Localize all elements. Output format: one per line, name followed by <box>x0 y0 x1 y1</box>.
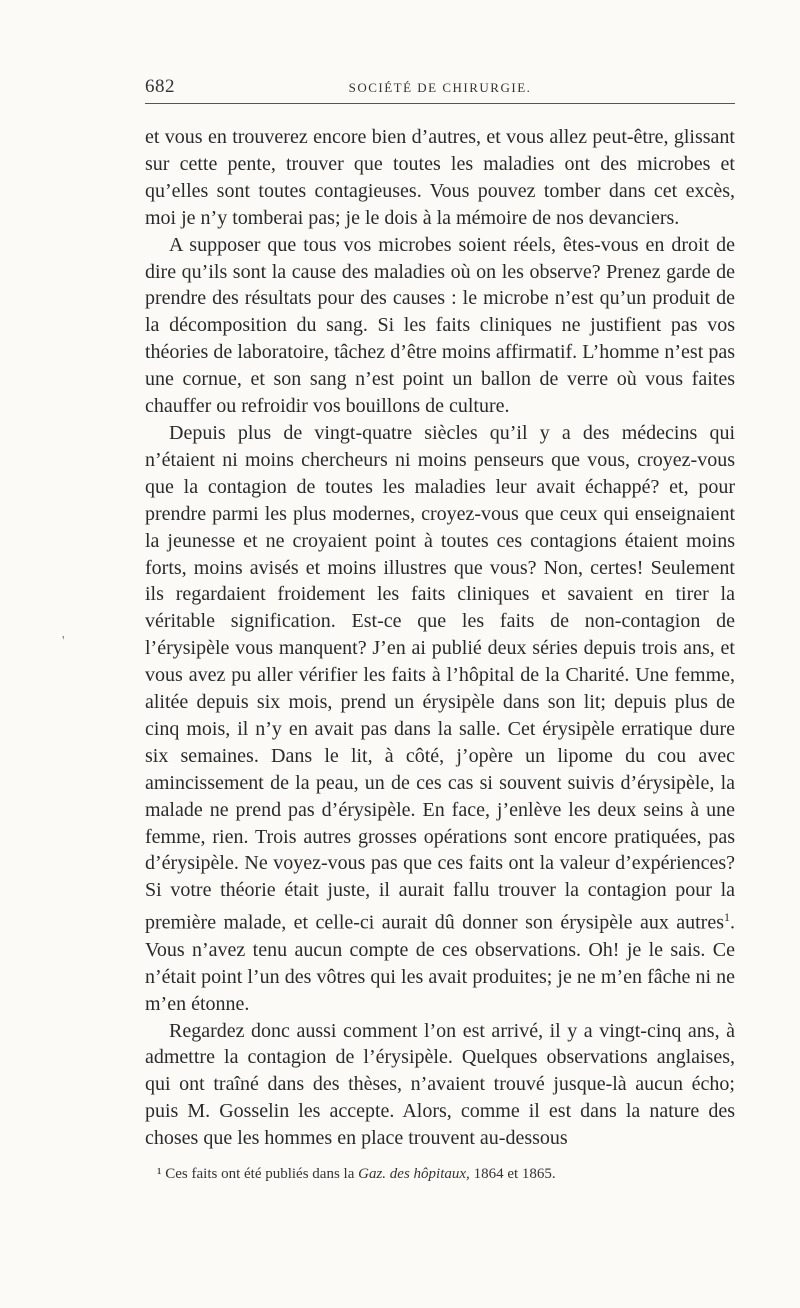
paragraph-2: A supposer que tous vos microbes soient réels, êtes-vous en droit de dire qu’ils sont la cause des maladies où on les observe? Prenez garde de prendre des résultats pour des causes : le microbe n’est qu’un produit de la décomposition du sang. Si les faits cliniques ne justifient pas vos théories de laboratoire, tâchez d’être moins affirmatif. L’homme n’est pas une cornue, et son sang n’est point un ballon de verre où vous faites chauffer ou refroidir vos bouillons de culture. <box>145 233 735 418</box>
footnote <box>145 1164 735 1184</box>
footnote-journal: Gaz. des hôpitaux, <box>358 1166 470 1182</box>
paragraph-3-end: . Vous n’avez tenu aucun compte de ces observations. Oh! je le sais. Ce n’était point l’un des vôtres qui les avait produites; je ne m’en fâche ni ne m’en étonne. <box>145 911 735 1015</box>
paragraph-3 <box>145 420 735 1018</box>
header-rule <box>145 103 735 104</box>
margin-mark: ' <box>62 634 65 649</box>
footnote-text-before: Ces faits ont été publiés dans la <box>165 1166 359 1182</box>
footnote-mark: ¹ <box>157 1166 162 1182</box>
running-title: SOCIÉTÉ DE CHIRURGIE. <box>348 80 532 95</box>
body-text <box>145 124 735 1152</box>
paragraph-1: et vous en trouverez encore bien d’autres, et vous allez peut-être, glissant sur cette pente, trouver que toutes les maladies ont des microbes et qu’elles sont toutes contagieuses. Vous pouvez tomber dans cet excès, moi je n’y tomberai pas; je le dois à la mémoire de nos devanciers. <box>145 126 735 229</box>
footnote-reference: 1 <box>724 910 730 925</box>
paragraph-4: Regardez donc aussi comment l’on est arrivé, il y a vingt-cinq ans, à admettre la contagion de l’érysipèle. Quelques observations anglaises, qui ont traîné dans des thèses, n’avaient trouvé jusque-là aucun écho; puis M. Gosselin les accepte. Alors, comme il est dans la nature des choses que les hommes en place trouvent au-dessous <box>145 1019 735 1150</box>
footnote-text-after: 1864 et 1865. <box>469 1166 556 1182</box>
page-number: 682 <box>145 76 175 97</box>
paragraph-3-text: Depuis plus de vingt-quatre siècles qu’il y a des médecins qui n’étaient ni moins chercheurs ni moins penseurs que vous, croyez-vous que la contagion de toutes les maladies leur avait échappé? et, pour prendre parmi les plus modernes, croyez-vous que ceux qui enseignaient la jeunesse et ne croyaient point à toutes ces contagions étaient moins forts, moins avisés et moins illustres que vous? Non, certes! Seulement ils regardaient froidement les faits cliniques et savaient en tirer la véritable signification. Est-ce que les faits de non-contagion de l’érysipèle vous manquent? J’en ai publié deux séries depuis trois ans, et vous avez pu aller vérifier les faits à l’hôpital de la Charité. Une femme, alitée depuis six mois, prend un érysipèle dans son lit; depuis plus de cinq mois, il n’y en avait pas dans la salle. Cet érysipèle erratique dure six semaines. Dans le lit, à côté, j’opère un lipome du cou avec amincissement de la peau, un de ces cas si souvent suivis d’érysipèle, la malade ne prend pas d’érysipèle. En face, j’enlève les deux seins à une femme, rien. Trois autres grosses opérations sont encore pratiquées, pas d’érysipèle. Ne voyez-vous pas que ces faits ont la valeur d’expériences? Si votre théorie était juste, il aurait fallu trouver la contagion pour la première malade, et celle-ci aurait dû donner son érysipèle aux autres <box>145 421 735 934</box>
page-header <box>145 74 735 100</box>
